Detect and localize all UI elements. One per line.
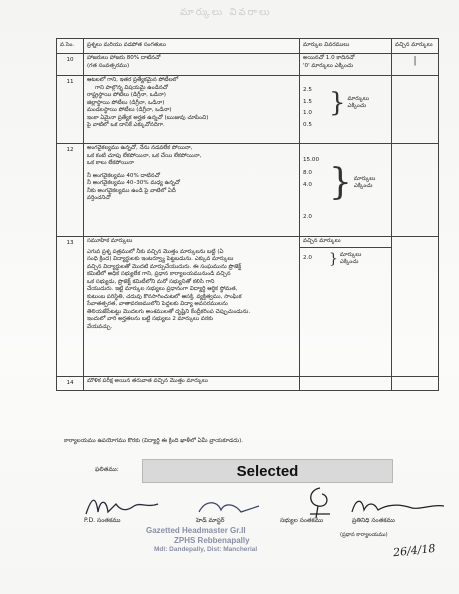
point-value: 1.5 <box>303 98 312 105</box>
criteria-line: సేవాతత్పరత, వాతావరణములోని పెద్దలకు విద్యా అవసరములను <box>87 301 228 308</box>
marks-obtained-cell <box>392 76 439 144</box>
marks-label: మార్కులు <box>353 175 376 182</box>
criteria-cell <box>84 54 300 76</box>
criteria-line: హాజరులు హాజరు 80% దాటినచో <box>87 55 161 61</box>
criteria-line: కమిటీలో అధిక సభ్యులేక గాని, ప్రధాన కార్యాలయమునుండి వచ్చిన <box>87 271 231 278</box>
representative-sub-label: (ప్రధాన కార్యాలయము) <box>340 532 388 538</box>
table-row <box>57 144 439 237</box>
criteria-line: తెలియజేసేటట్టు మొదలగు అంశములతో దృష్టిని కేంద్రీకరింప చెప్పుచుండును. <box>87 308 251 315</box>
brace-icon: } <box>329 251 338 268</box>
faded-header: మార్కులు వివరాలు <box>180 7 272 18</box>
table-row <box>57 237 439 377</box>
office-use-note: కార్యాలయము ఉపయోగము కొరకు (విద్యార్థి ఈ క్రింది ఖాళీలో ఏమీ వ్రాయకూడదు). <box>64 438 244 444</box>
result-label: ఫలితము: <box>95 466 119 473</box>
criteria-line: ఒక కాలు లేకపోయినా <box>87 160 134 167</box>
criteria-line: గాని పాల్గొన్న విషయమై ఉండినచో <box>95 84 169 91</box>
criteria-cell <box>84 76 300 144</box>
criteria-line: ఆటలలో గాని, ఇతర ప్రత్యేకమైన పోటీలలో <box>87 77 179 83</box>
criteria-line: వచ్చిన విద్యార్థులతో మొదటి మార్పుచేయుదురు. ఈ సంఘమును ప్రొజెక్ట్ <box>87 263 242 270</box>
marks-detail-cell <box>300 54 392 76</box>
brace-icon: } <box>329 88 346 119</box>
marks-label: మార్కులు <box>347 95 369 102</box>
point-value: 8.0 <box>303 169 312 176</box>
point-value: 4.0 <box>303 182 312 189</box>
marks-label: ఎక్కించు <box>353 183 373 190</box>
row-number: 14 <box>57 377 84 391</box>
marks-detail-cell <box>300 144 392 237</box>
criteria-line: ఎగువ ప్రశ్న పత్రములో నీకు వచ్చిన మొత్తం మార్కులను బట్టి (ఏ <box>87 248 224 255</box>
criteria-cell: మౌళిక పరీక్ష అయిన తరువాత వచ్చిన మొత్తం మార్కులు <box>84 377 300 391</box>
signature-date: 26/4/18 <box>392 541 436 560</box>
marks-label: మార్కులు <box>339 251 362 258</box>
evaluation-table <box>56 38 439 391</box>
point-value: 1.0 <box>303 110 312 117</box>
criteria-line: నీ అంగవైకల్యము 40% దాటినచో <box>87 172 160 179</box>
criteria-line: నీకు అంగవైకల్యము ఉండి పై వాటిలో ఏదీ <box>87 187 176 194</box>
school-stamp <box>146 526 257 554</box>
table-row <box>57 76 439 144</box>
marks-obtained-cell <box>392 144 439 237</box>
criteria-line: మండలస్థాయి పోటీలు (డిగ్రీనా, ఒడినా) <box>87 107 172 114</box>
criteria-line: వేయవచ్చు. <box>87 324 113 331</box>
criteria-line: పై వాటిలో ఒక దానికే ఎక్కువోనదిగా. <box>87 122 165 129</box>
pd-signature-icon <box>82 492 162 520</box>
row-number: 10 <box>57 54 84 76</box>
member-signature-label: సభ్యుల సంతకము <box>280 517 324 524</box>
table-header-row <box>57 39 439 54</box>
marks-label: ఎక్కించు <box>347 103 367 110</box>
criteria-heading: సమూహిక మార్కులు <box>87 238 133 244</box>
marks-label: ఎక్కించు <box>339 259 359 266</box>
criteria-line: కుటుంబ పరిస్థితి, చదువు కొనసాగించుటలో ఆసక్తి, వ్యక్తిత్వము, సాంఘిక <box>87 293 242 300</box>
result-box <box>142 459 393 483</box>
brace-icon: } <box>329 162 352 204</box>
criteria-line: చేయుదురు. ఇట్టి మార్కుల సభ్యులు ప్రధానంగా విద్యార్థి ఆర్థిక స్థోమత, <box>87 286 238 293</box>
col-header-criteria: ప్రశ్నలు మరియు వడపోత సంగతులు <box>84 39 300 54</box>
marks-detail-cell <box>300 377 392 391</box>
point-value: 2.0 <box>303 213 312 220</box>
col-header-sno: వ.సెం. <box>57 39 84 54</box>
col-header-marks-detail: మార్కుల వివరములు <box>300 39 392 54</box>
criteria-cell <box>84 237 300 377</box>
table-row <box>57 377 439 391</box>
marks-heading: వచ్చిన మార్కులు <box>300 237 391 248</box>
criteria-line: నీ అంగవైకల్యము 40–30% మధ్య ఉన్నచో <box>87 180 181 187</box>
marks-line: అయినచో 1.0 కాదినచో <box>303 55 355 61</box>
representative-signature-label: ప్రతినిధి సంతకము <box>352 517 395 524</box>
criteria-line: ఇంకా ఏమైనా ప్రత్యేక అర్హత ఉన్నచో (ఋజువు చూపించి) <box>87 114 209 121</box>
point-value: 2.5 <box>303 87 312 93</box>
criteria-line: వర్తించనిచో <box>87 195 111 202</box>
table-row <box>57 54 439 76</box>
hm-signature-label: హెడ్ మాస్టర్ <box>196 517 225 524</box>
row-number: 11 <box>57 76 84 144</box>
criteria-cell <box>84 144 300 237</box>
marks-detail-cell <box>300 76 392 144</box>
point-value: 15.00 <box>303 157 320 163</box>
criteria-line: (గత సంవత్సరము) <box>87 62 130 69</box>
criteria-line: ఇందులో వారి అర్హతలను బట్టి సభ్యులు 2 మార్కులు వరకు <box>87 316 214 323</box>
marks-obtained-cell <box>392 377 439 391</box>
stamp-line: ZPHS Rebbenapally <box>174 536 250 545</box>
row-number: 13 <box>57 237 84 377</box>
criteria-line: రాష్ట్రస్థాయి పోటీలు (డిగ్రీనా, ఒడినా) <box>87 92 166 99</box>
row-number: 12 <box>57 144 84 237</box>
marks-obtained-cell <box>392 237 439 377</box>
member-signature-icon <box>300 484 340 520</box>
criteria-line: అంగవైకల్యము ఉన్నచో, నేను నడవలేక పోయినా, <box>87 145 193 151</box>
criteria-line: జిల్లాస్థాయి పోటీలు (డిగ్రీనా, ఒడినా) <box>87 99 165 106</box>
marks-detail-cell <box>300 237 392 377</box>
point-value: 0.5 <box>303 121 312 128</box>
marks-line: '0' మార్కులు ఎక్కించు <box>303 62 354 69</box>
pd-signature-label: P.D. సంతకము <box>84 517 121 524</box>
stamp-line: Mdl: Dandepally, Dist: Mancherial <box>154 546 258 553</box>
col-header-marks-obtained: వచ్చిన మార్కులు <box>392 39 439 54</box>
criteria-line: ఒక సభ్యుడు, ప్రొజెక్ట్ కమిటీలోని మరో సభ్యునితో కలిసి గాని <box>87 278 215 285</box>
criteria-line: సంధి క్రింద) విద్యార్థులకు ఇంటర్వ్యూ పెట్టబడును. ఎక్కువ మార్కులు <box>87 256 234 263</box>
marks-obtained-cell: | <box>392 54 439 76</box>
point-value: 2.0 <box>303 255 312 262</box>
result-value: Selected <box>236 463 299 480</box>
criteria-line: ఒక కంటి చూపు లేకపోయినా, ఒక చేయి లేకపోయినా, <box>87 152 202 159</box>
stamp-line: Gazetted Headmaster Gr.II <box>146 526 246 535</box>
